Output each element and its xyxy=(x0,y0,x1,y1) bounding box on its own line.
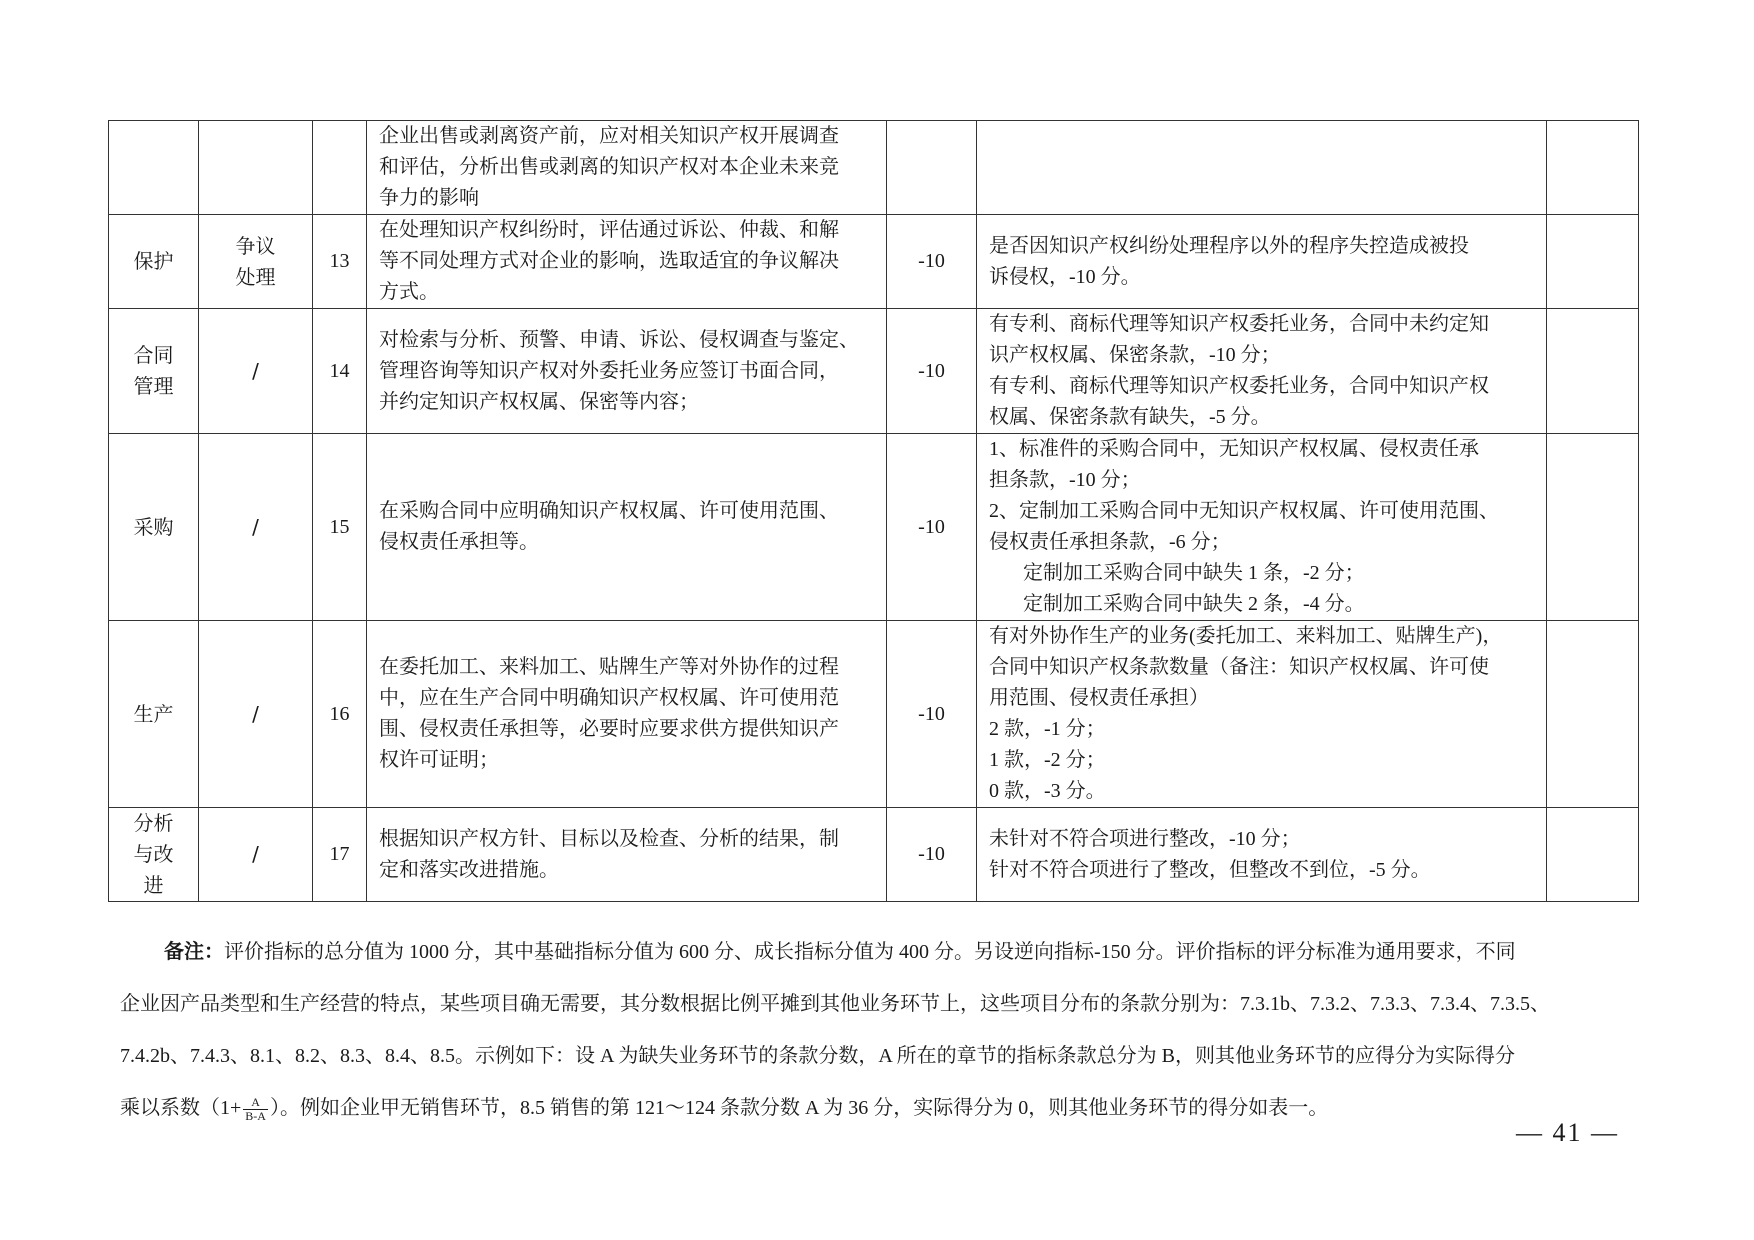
blank-cell xyxy=(1547,808,1639,902)
clause-number-cell: 14 xyxy=(313,309,367,434)
requirement-cell: 在采购合同中应明确知识产权权属、许可使用范围、 侵权责任承担等。 xyxy=(367,434,887,621)
table-row xyxy=(109,808,1639,902)
note-line-1: 备注：评价指标的总分值为 1000 分，其中基础指标分值为 600 分、成长指标分值为 400 分。另设逆向指标-150 分。评价指标的评分标准为通用要求，不同 xyxy=(164,939,1516,963)
coefficient-fraction: $\frac{A}{B-A}$ xyxy=(245,1094,266,1123)
criteria-cell: 有专利、商标代理等知识产权委托业务，合同中未约定知 识产权权属、保密条款，-10 分； 有专利、商标代理等知识产权委托业务，合同中知识产权 权属、保密条款有缺失，-5 分。 xyxy=(977,309,1547,434)
clause-number-cell: 16 xyxy=(313,621,367,808)
note-line-3: 7.4.2b、7.4.3、8.1、8.2、8.3、8.4、8.5。示例如下：设 A 为缺失业务环节的条款分数，A 所在的章节的指标条款总分为 B，则其他业务环节的应得分为实际得分 xyxy=(120,1045,1516,1067)
criteria-cell: 1、标准件的采购合同中，无知识产权权属、侵权责任承 担条款，-10 分； 2、定制加工采购合同中无知识产权权属、许可使用范围、 侵权责任承担条款，-6 分； 定制加工采购合同中缺失 1 条，-2 分； 定制加工采购合同中缺失 2 条，-4 分。 xyxy=(977,434,1547,621)
requirement-cell: 在处理知识产权纠纷时，评估通过诉讼、仲裁、和解 等不同处理方式对企业的影响，选取适宜的争议解决 方式。 xyxy=(367,215,887,309)
subcategory-cell: / xyxy=(199,621,313,808)
score-cell: -10 xyxy=(887,434,977,621)
score-cell: -10 xyxy=(887,309,977,434)
criteria-cell: 未针对不符合项进行整改，-10 分； 针对不符合项进行了整改，但整改不到位，-5 分。 xyxy=(977,808,1547,902)
subcategory-cell: 争议 处理 xyxy=(199,215,313,309)
requirement-cell: 对检索与分析、预警、申请、诉讼、侵权调查与鉴定、 管理咨询等知识产权对外委托业务应签订书面合同， 并约定知识产权权属、保密等内容； xyxy=(367,309,887,434)
score-cell: -10 xyxy=(887,215,977,309)
table-row xyxy=(109,309,1639,434)
blank-cell xyxy=(1547,215,1639,309)
requirement-cell: 企业出售或剥离资产前，应对相关知识产权开展调查 和评估，分析出售或剥离的知识产权对本企业未来竞 争力的影响 xyxy=(367,121,887,215)
table-row xyxy=(109,215,1639,309)
score-cell: -10 xyxy=(887,621,977,808)
category-cell: 合同 管理 xyxy=(109,309,199,434)
requirement-cell: 在委托加工、来料加工、贴牌生产等对外协作的过程 中，应在生产合同中明确知识产权权属、许可使用范 围、侵权责任承担等，必要时应要求供方提供知识产 权许可证明； xyxy=(367,621,887,808)
clause-number-cell: 15 xyxy=(313,434,367,621)
subcategory-cell xyxy=(199,121,313,215)
blank-cell xyxy=(1547,434,1639,621)
category-cell: 分析 与改 进 xyxy=(109,808,199,902)
page-number: — 41 — xyxy=(1516,1118,1619,1147)
note-line-4: 乘以系数（1+ $\frac{A}{B-A}$ ）。例如企业甲无销售环节，8.5 销售的第 121～124 条款分数 A 为 36 分，实际得分为 0，则其他业务环节的得分如表一。 xyxy=(120,1094,1329,1123)
clause-number-cell xyxy=(313,121,367,215)
table-row xyxy=(109,434,1639,621)
criteria-cell: 有对外协作生产的业务(委托加工、来料加工、贴牌生产)， 合同中知识产权条款数量（备注：知识产权权属、许可使 用范围、侵权责任承担） 2 款，-1 分； 1 款，-2 分； 0 款，-3 分。 xyxy=(977,621,1547,808)
score-cell: -10 xyxy=(887,808,977,902)
table-row xyxy=(109,121,1639,215)
criteria-cell xyxy=(977,121,1547,215)
blank-cell xyxy=(1547,621,1639,808)
criteria-cell: 是否因知识产权纠纷处理程序以外的程序失控造成被投 诉侵权，-10 分。 xyxy=(977,215,1547,309)
category-cell xyxy=(109,121,199,215)
subcategory-cell: / xyxy=(199,808,313,902)
clause-number-cell: 13 xyxy=(313,215,367,309)
table-row xyxy=(109,621,1639,808)
note-line-2: 企业因产品类型和生产经营的特点，某些项目确无需要，其分数根据比例平摊到其他业务环节上，这些项目分布的条款分别为：7.3.1b、7.3.2、7.3.3、7.3.4、7.3.5、 xyxy=(120,993,1550,1015)
blank-cell xyxy=(1547,309,1639,434)
category-cell: 生产 xyxy=(109,621,199,808)
blank-cell xyxy=(1547,121,1639,215)
subcategory-cell: / xyxy=(199,309,313,434)
remarks-note xyxy=(120,925,1650,1134)
category-cell: 保护 xyxy=(109,215,199,309)
evaluation-table xyxy=(108,120,1639,902)
category-cell: 采购 xyxy=(109,434,199,621)
requirement-cell: 根据知识产权方针、目标以及检查、分析的结果，制 定和落实改进措施。 xyxy=(367,808,887,902)
clause-number-cell: 17 xyxy=(313,808,367,902)
note-label: 备注： xyxy=(164,939,224,963)
subcategory-cell: / xyxy=(199,434,313,621)
score-cell xyxy=(887,121,977,215)
